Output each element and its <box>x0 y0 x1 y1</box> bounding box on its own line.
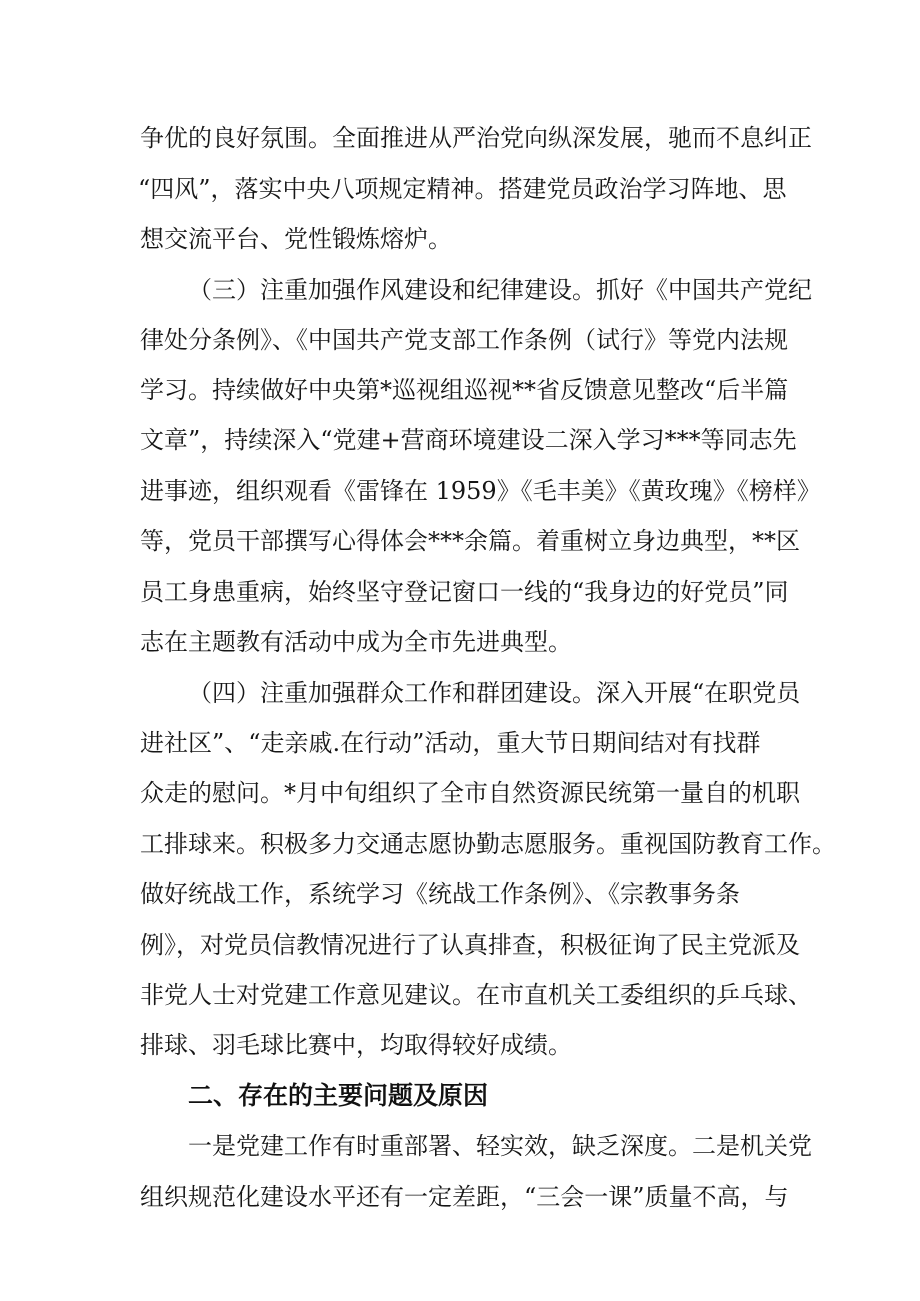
paragraph-3-line-4: 工排球来。积极多力交通志愿协勤志愿服务。重视国防教育工作。 <box>140 830 836 858</box>
paragraph-4-line-2: 组织规范化建设水平还有一定差距，“三会一课”质量不高，与 <box>140 1183 789 1211</box>
paragraph-2-line-7: 员工身患重病，始终坚守登记窗口一线的“我身边的好党员”同 <box>140 578 789 606</box>
paragraph-2-line-1: （三）注重加强作风建设和纪律建设。抓好《中国共产党纪 <box>188 276 812 304</box>
paragraph-3-line-1: （四）注重加强群众工作和群团建设。深入开展“在职党员 <box>188 679 801 707</box>
paragraph-3-line-6: 例》，对党员信教情况进行了认真排查，积极征询了民主党派及 <box>140 931 800 959</box>
section-heading: 二、存在的主要问题及原因 <box>188 1081 489 1110</box>
paragraph-2-line-4: 文章”，持续深入“党建+营商环境建设二深入学习***等同志先 <box>140 426 797 454</box>
paragraph-4-line-1: 一是党建工作有时重部署、轻实效，缺乏深度。二是机关党 <box>188 1132 812 1160</box>
paragraph-1-line-1: 争优的良好氛围。全面推进从严治党向纵深发展，驰而不息纠正 <box>140 124 812 152</box>
paragraph-3-line-8: 排球、羽毛球比赛中，均取得较好成绩。 <box>140 1031 572 1059</box>
paragraph-3-line-5: 做好统战工作，系统学习《统战工作条例》、《宗教事务条 <box>140 880 740 908</box>
paragraph-2-line-3: 学习。持续做好中央第*巡视组巡视**省反馈意见整改“后半篇 <box>140 376 789 404</box>
paragraph-2-line-6: 等，党员干部撰写心得体会***余篇。着重树立身边典型，**区 <box>140 527 800 555</box>
paragraph-3-line-2: 进社区”、“走亲戚.在行动”活动，重大节日期间结对有找群 <box>140 729 761 757</box>
paragraph-3-line-3: 众走的慰问。*月中旬组织了全市自然资源民统第一量自的机职 <box>140 779 800 807</box>
paragraph-1-line-3: 想交流平台、党性锻炼熔炉。 <box>140 225 452 253</box>
paragraph-1-line-2: “四风”，落实中央八项规定精神。搭建党员政治学习阵地、思 <box>138 175 787 203</box>
paragraph-2-line-8: 志在主题教有活动中成为全市先进典型。 <box>140 628 572 656</box>
paragraph-2-line-2: 律处分条例》、《中国共产党支部工作条例（试行》等党内法规 <box>140 326 788 354</box>
paragraph-3-line-7: 非党人士对党建工作意见建议。在市直机关工委组织的乒乓球、 <box>140 981 812 1009</box>
paragraph-2-line-5: 进事迹，组织观看《雷锋在 1959》《毛丰美》《黄玫瑰》《榜样》 <box>140 477 821 505</box>
